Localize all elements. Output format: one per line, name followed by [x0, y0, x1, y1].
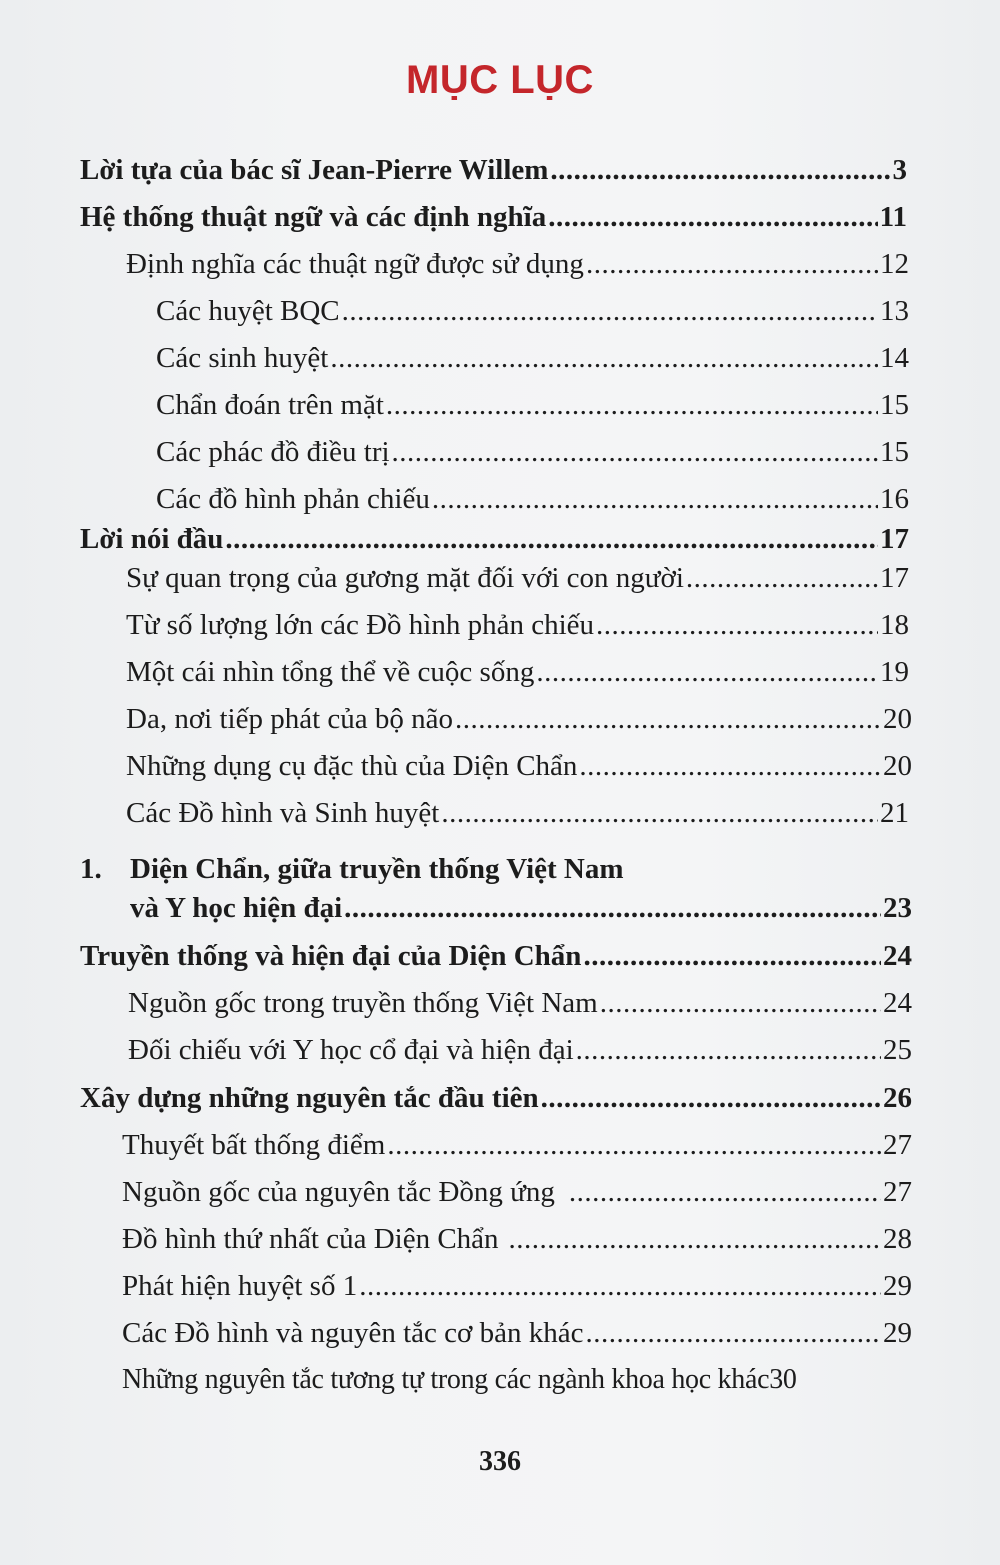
toc-entry-text: Lời nói đầu: [80, 523, 224, 555]
leader-dots: [579, 748, 881, 784]
toc-entry: [126, 795, 909, 831]
toc-entry: [156, 387, 909, 423]
toc-entry-page: 16: [880, 483, 909, 515]
toc-entry-text: Da, nơi tiếp phát của bộ não: [126, 703, 453, 735]
toc-entry-page: 11: [879, 201, 907, 233]
toc-entry-text: Các đồ hình phản chiếu: [156, 483, 430, 515]
toc-entry: [80, 199, 907, 235]
toc-entry-page: 30: [769, 1364, 797, 1395]
toc-entry-page: 24: [883, 987, 912, 1019]
toc-entry-text: Phát hiện huyệt số 1: [122, 1270, 358, 1302]
page-title: MỤC LỤC: [406, 58, 594, 102]
toc-entry-text: Các Đồ hình và nguyên tắc cơ bản khác: [122, 1317, 584, 1349]
toc-entry: [130, 890, 912, 926]
leader-dots: [387, 1127, 881, 1163]
leader-dots: [509, 1221, 881, 1257]
toc-entry-text: Các Đồ hình và Sinh huyệt: [126, 797, 440, 829]
toc-entry-text: Những dụng cụ đặc thù của Diện Chẩn: [126, 750, 578, 782]
leader-dots: [441, 795, 878, 831]
toc-entry: [80, 521, 909, 557]
toc-entry: [122, 1362, 922, 1398]
toc-entry: [128, 985, 912, 1021]
toc-entry: [156, 293, 909, 329]
toc-entry-page: 27: [883, 1176, 912, 1208]
toc-entry-text: Từ số lượng lớn các Đồ hình phản chiếu: [126, 609, 595, 641]
toc-entry: [128, 1032, 912, 1068]
toc-entry-text: Đối chiếu với Y học cổ đại và hiện đại: [128, 1034, 574, 1066]
toc-entry: [126, 607, 909, 643]
leader-dots: [548, 199, 877, 235]
toc-entry-page: 19: [880, 656, 909, 688]
toc-entry: [122, 1174, 912, 1210]
toc-entry-text: Định nghĩa các thuật ngữ được sử dụng: [126, 248, 584, 280]
leader-dots: [432, 481, 878, 517]
toc-entry-page: 12: [880, 248, 909, 280]
toc-entry-page: 27: [883, 1129, 912, 1161]
leader-dots: [225, 521, 878, 557]
leader-dots: [536, 654, 878, 690]
toc-entry-text: Nguồn gốc của nguyên tắc Đồng ứng: [122, 1176, 555, 1208]
toc-entry-text: Chẩn đoán trên mặt: [156, 389, 384, 421]
toc-entry: [122, 1127, 912, 1163]
toc-entry-page: 25: [883, 1034, 912, 1066]
toc-entry-text: Nguồn gốc trong truyền thống Việt Nam: [128, 987, 598, 1019]
toc-entry: [122, 1221, 912, 1257]
toc-entry-text: Các phác đồ điều trị: [156, 436, 390, 468]
leader-dots: [569, 1174, 881, 1210]
page-number: 336: [479, 1446, 521, 1477]
toc-entry-text: Thuyết bất thống điểm: [122, 1129, 386, 1161]
toc-entry-page: 29: [883, 1317, 912, 1349]
toc-entry-page: 29: [883, 1270, 912, 1302]
toc-entry: [80, 938, 912, 974]
toc-entry-text: Xây dựng những nguyên tắc đầu tiên: [80, 1082, 539, 1114]
toc-entry-page: 23: [883, 892, 912, 924]
toc-entry-text: Các sinh huyệt: [156, 342, 329, 374]
leader-dots: [359, 1268, 881, 1304]
leader-dots: [686, 560, 878, 596]
leader-dots: [583, 938, 881, 974]
toc-entry-page: 26: [883, 1082, 912, 1114]
toc-entry-text: Diện Chẩn, giữa truyền thống Việt Nam: [130, 853, 624, 885]
toc-entry-text: Hệ thống thuật ngữ và các định nghĩa: [80, 201, 547, 233]
toc-entry-text: Những nguyên tắc tương tự trong các ngành khoa học khác: [122, 1364, 770, 1395]
toc-entry: [126, 560, 909, 596]
toc-entry-page: 17: [880, 562, 909, 594]
toc-entry: [122, 1268, 912, 1304]
toc-entry-page: 17: [880, 523, 909, 555]
toc-entry-page: 14: [880, 342, 909, 374]
toc-entry: [80, 1080, 912, 1116]
toc-entry: [80, 152, 907, 188]
toc-entry-page: 15: [880, 389, 909, 421]
toc-entry: [156, 481, 909, 517]
leader-dots: [386, 387, 878, 423]
toc-entry-page: 20: [883, 750, 912, 782]
toc-entry-page: 13: [880, 295, 909, 327]
leader-dots: [586, 246, 878, 282]
leader-dots: [455, 701, 881, 737]
leader-dots: [550, 152, 890, 188]
toc-entry-text: Đồ hình thứ nhất của Diện Chẩn: [122, 1223, 499, 1255]
toc-entry: [126, 701, 912, 737]
toc-entry-page: 18: [880, 609, 909, 641]
toc-entry-text: Sự quan trọng của gương mặt đối với con người: [126, 562, 684, 594]
toc-entry-page: 3: [892, 154, 907, 186]
toc-entry-page: 28: [883, 1223, 912, 1255]
toc-entry: [126, 654, 909, 690]
chapter-heading: [80, 851, 909, 887]
leader-dots: [600, 985, 881, 1021]
leader-dots: [596, 607, 878, 643]
toc-entry: [156, 340, 909, 376]
toc-entry-page: 24: [883, 940, 912, 972]
toc-entry-text: Lời tựa của bác sĩ Jean-Pierre Willem: [80, 154, 549, 186]
toc-entry-text: Một cái nhìn tổng thể về cuộc sống: [126, 656, 535, 688]
toc-entry-text: Truyền thống và hiện đại của Diện Chẩn: [80, 940, 582, 972]
chapter-number: 1.: [80, 853, 102, 885]
toc-entry-page: 20: [883, 703, 912, 735]
toc-entry: [122, 1315, 912, 1351]
toc-entry-text: và Y học hiện đại: [130, 892, 343, 924]
leader-dots: [576, 1032, 881, 1068]
leader-dots: [392, 434, 878, 470]
toc-entry: [126, 748, 912, 784]
toc-entry-page: 15: [880, 436, 909, 468]
leader-dots: [541, 1080, 881, 1116]
leader-dots: [585, 1315, 881, 1351]
leader-dots: [342, 293, 878, 329]
leader-dots: [344, 890, 881, 926]
toc-entry: [156, 434, 909, 470]
toc-entry-page: 21: [880, 797, 909, 829]
leader-dots: [330, 340, 878, 376]
toc-entry-text: Các huyệt BQC: [156, 295, 340, 327]
toc-entry: [126, 246, 909, 282]
